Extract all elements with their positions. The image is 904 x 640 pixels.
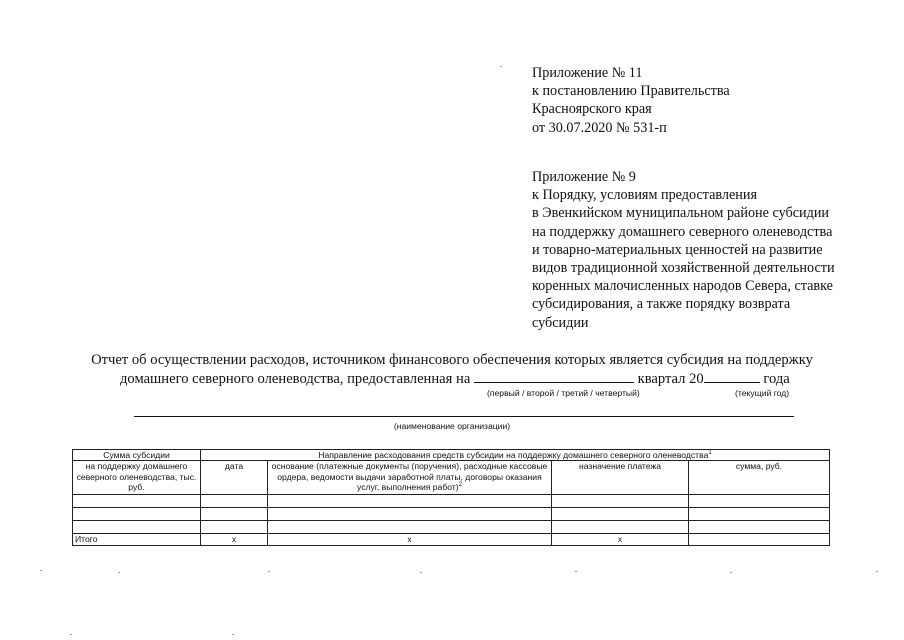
basis-cell[interactable] [268,521,552,534]
report-table [72,449,830,546]
amount-header: Сумма субсидии [73,450,201,461]
total-purpose: х [552,534,689,545]
purpose-cell[interactable] [552,495,689,508]
appendix-9-line8: субсидирования, а также порядку возврата [532,296,791,313]
appendix-9-line7: коренных малочисленных народов Севера, ставке [532,278,833,295]
scan-speck [420,572,422,573]
total-basis: х [268,534,552,545]
organization-name-field[interactable] [134,416,794,417]
appendix-11-line4: от 30.07.2020 № 531-п [532,119,667,136]
scan-speck [575,571,577,572]
footnote-1: 1 [708,450,712,457]
amount-cell[interactable] [73,508,201,521]
amount-header-subtitle: на поддержку домашнего северного оленеводства, тыс. руб. [73,461,201,495]
report-title-prefix: домашнего северного оленеводства, предоставленная на [120,371,471,387]
sum-cell[interactable] [689,521,830,534]
purpose-cell[interactable] [552,521,689,534]
table-header-row-1 [73,450,830,461]
appendix-9-line4: на поддержку домашнего северного оленеводства [532,223,833,240]
sum-cell[interactable] [689,508,830,521]
sum-cell[interactable] [689,495,830,508]
sum-header: сумма, руб. [689,461,830,495]
report-title-line1: Отчет об осуществлении расходов, источником финансового обеспечения которых является субсидия на поддержку [91,352,813,368]
quarter-blank-field[interactable] [474,370,634,383]
direction-header: Направление расходования средств субсидии на поддержку домашнего северного оленеводства$^1$ [201,450,830,461]
appendix-11-header [532,64,730,137]
appendix-11-line1: Приложение № 11 [532,65,643,81]
appendix-11-line3: Красноярского края [532,101,652,118]
appendix-9-header [532,168,835,332]
appendix-9-line1: Приложение № 9 [532,169,636,185]
scan-speck [40,570,42,571]
appendix-9-line9: субсидии [532,314,589,331]
date-cell[interactable] [201,495,268,508]
year-blank-field[interactable] [704,370,760,383]
total-label: Итого [73,534,201,545]
amount-cell[interactable] [73,521,201,534]
quarter-hint: (первый / второй / третий / четвертый) [487,388,640,398]
basis-cell[interactable] [268,495,552,508]
total-row [73,534,830,545]
appendix-9-line5: и товарно-материальных ценностей на развитие [532,241,823,258]
scan-speck [730,572,732,573]
table-row [73,521,830,534]
basis-cell[interactable] [268,508,552,521]
basis-header: основание (платежные документы (поручения), расходные кассовые ордера, ведомости выдачи заработной платы, договоры оказания услуг, выполнения работ)$^2$ [268,461,552,495]
table-row [73,508,830,521]
report-title-quarter: квартал 20 [637,371,704,387]
scan-speck [500,66,502,67]
appendix-9-line6: видов традиционной хозяйственной деятельности [532,259,835,276]
appendix-11-line2: к постановлению Правительства [532,83,730,100]
amount-cell[interactable] [73,495,201,508]
date-cell[interactable] [201,508,268,521]
date-cell[interactable] [201,521,268,534]
report-title-line2 [120,370,790,388]
date-header: дата [201,461,268,495]
footnote-2: 2 [458,482,462,489]
purpose-header: назначение платежа [552,461,689,495]
organization-hint: (наименование организации) [393,421,511,431]
scan-speck [268,571,270,572]
scan-speck [70,634,72,635]
report-title-year: года [763,371,790,387]
scan-speck [118,572,120,573]
total-sum[interactable] [689,534,830,545]
year-hint: (текущий год) [735,388,790,398]
purpose-cell[interactable] [552,508,689,521]
table-row [73,495,830,508]
scan-speck [876,571,878,572]
total-date: х [201,534,268,545]
table-header-row-2 [73,461,830,495]
appendix-9-line2: к Порядку, условиям предоставления [532,187,758,204]
appendix-9-line3: в Эвенкийском муниципальном районе субсидии [532,205,830,222]
scan-speck [232,634,234,635]
